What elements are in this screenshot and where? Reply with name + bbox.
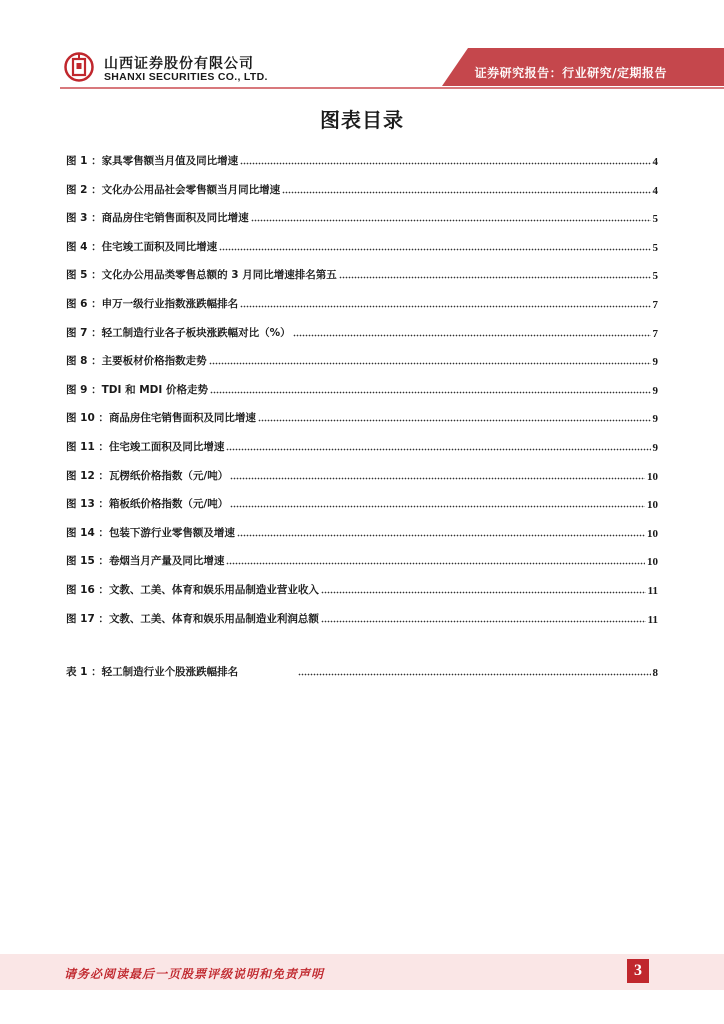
table-entry-title: 轻工制造行业个股涨跌幅排名	[101, 666, 239, 678]
dot-leader	[240, 162, 650, 165]
figure-entry[interactable]	[66, 350, 658, 368]
figure-entry-number: 图 8 ：	[66, 355, 102, 368]
figure-entry-number: 图 12 ：	[66, 469, 109, 482]
dot-leader	[226, 448, 650, 451]
dot-leader	[298, 673, 650, 676]
dot-leader	[321, 591, 646, 594]
figure-entry[interactable]	[66, 322, 658, 340]
figure-entry-title: 住宅竣工面积及同比增速	[108, 441, 225, 453]
figure-entry-number: 图 3 ：	[66, 212, 102, 225]
figure-entry-number: 图 7 ：	[66, 326, 102, 339]
figure-entry-page: 4	[652, 184, 658, 197]
figure-entry-number: 图 11 ：	[66, 441, 109, 453]
figure-entry-page: 9	[652, 384, 658, 397]
figure-entry-title: 卷烟当月产量及同比增速	[108, 555, 225, 568]
figure-entry[interactable]	[66, 236, 658, 254]
company-name-cn: 山西证券股份有限公司	[104, 56, 254, 72]
figure-entry-page: 11	[647, 585, 658, 597]
figure-entry-title: 文教、工美、体育和娱乐用品制造业营业收入	[108, 584, 319, 596]
figure-entry-number: 图 17 ：	[66, 612, 109, 625]
figure-entry-title: 文化办公用品类零售总额的 3 月同比增速排名第五	[101, 269, 337, 282]
figure-entry-title: 瓦楞纸价格指数（元/吨）	[108, 469, 229, 482]
figure-entry-page: 9	[652, 442, 658, 454]
dot-leader	[226, 562, 645, 565]
figure-entry[interactable]	[66, 379, 658, 397]
figure-entry-number: 图 15 ：	[66, 555, 109, 568]
figure-entry-number: 图 10 ：	[66, 412, 109, 425]
figure-entry-number: 图 5 ：	[66, 269, 102, 282]
figure-entry-number: 图 2 ：	[66, 183, 102, 196]
dot-leader	[258, 419, 651, 422]
figure-entry-page: 9	[652, 413, 658, 426]
figure-entry-title: 包装下游行业零售额及增速	[108, 526, 235, 539]
figure-entry-page: 4	[652, 156, 658, 168]
figure-entry-title: 申万一级行业指数涨跌幅排名	[101, 298, 239, 310]
table-entry[interactable]	[66, 661, 658, 679]
dot-leader	[321, 620, 646, 623]
disclaimer-text: 请务必阅读最后一页股票评级说明和免责声明	[64, 967, 325, 981]
dot-leader	[219, 248, 650, 251]
header-banner	[0, 0, 724, 100]
dot-leader	[282, 191, 650, 194]
page-header	[0, 0, 724, 100]
figure-entry-number: 图 4 ：	[66, 240, 102, 253]
figure-entry-page: 7	[652, 327, 658, 340]
figure-entry[interactable]	[66, 550, 658, 568]
dot-leader	[339, 276, 651, 279]
dot-leader	[209, 362, 651, 365]
figure-entry[interactable]	[66, 465, 658, 483]
figure-entry-title: 箱板纸价格指数（元/吨）	[108, 498, 229, 511]
dot-leader	[251, 219, 651, 222]
figure-entry-number: 图 16 ：	[66, 584, 109, 596]
dot-leader	[240, 305, 650, 308]
page-footer	[0, 954, 724, 990]
figure-entry-number: 图 14 ：	[66, 526, 109, 539]
figure-entry-number: 图 1 ：	[66, 155, 102, 167]
figure-entry[interactable]	[66, 436, 658, 454]
report-type-label: 证券研究报告：行业研究/定期报告	[474, 66, 667, 80]
page-title: 图表目录	[320, 108, 404, 132]
figure-entry-title: 轻工制造行业各子板块涨跌幅对比（%）	[101, 326, 291, 339]
dot-leader	[293, 334, 651, 337]
table-entry-page: 8	[652, 667, 658, 679]
figure-entry[interactable]	[66, 179, 658, 197]
figure-entry-title: 文化办公用品社会零售额当月同比增速	[101, 183, 281, 196]
figure-entry-page: 5	[652, 213, 658, 226]
figure-entry[interactable]	[66, 608, 658, 626]
table-entry-number: 表 1 ：	[66, 666, 102, 678]
figure-entry-title: 主要板材价格指数走势	[101, 355, 207, 368]
figure-entry-title: 商品房住宅销售面积及同比增速	[108, 412, 256, 425]
shanxi-securities-logo-icon	[64, 52, 94, 82]
figure-entry[interactable]	[66, 293, 658, 311]
figure-entry[interactable]	[66, 407, 658, 425]
dot-leader	[230, 505, 645, 508]
figure-entry-title: 家具零售额当月值及同比增速	[101, 155, 239, 167]
figure-entry-page: 10	[647, 499, 658, 512]
figure-entry-title: 商品房住宅销售面积及同比增速	[101, 212, 249, 225]
figure-entry[interactable]	[66, 522, 658, 540]
figure-entry-title: 文教、工美、体育和娱乐用品制造业利润总额	[108, 612, 319, 625]
figure-entry-page: 10	[647, 527, 658, 540]
figure-entry[interactable]	[66, 150, 658, 168]
figure-entry-page: 9	[652, 356, 658, 369]
figure-entry-page: 5	[652, 270, 658, 283]
figure-entry-number: 图 6 ：	[66, 298, 102, 310]
figure-entry-page: 7	[652, 299, 658, 311]
figure-entry-page: 10	[647, 556, 658, 569]
figure-entry-title: 住宅竣工面积及同比增速	[101, 240, 218, 253]
figure-entry-number: 图 13 ：	[66, 498, 109, 511]
dot-leader	[237, 534, 645, 537]
figure-entry[interactable]	[66, 579, 658, 597]
company-name-en: SHANXI SECURITIES CO., LTD.	[104, 71, 268, 83]
figure-entry-page: 11	[647, 613, 658, 626]
figure-entry-page: 10	[647, 470, 658, 483]
figure-entry-title: TDI 和 MDI 价格走势	[101, 383, 208, 396]
dot-leader	[230, 477, 645, 480]
figure-entry[interactable]	[66, 207, 658, 225]
figure-entry[interactable]	[66, 264, 658, 282]
dot-leader	[210, 391, 651, 394]
figure-entry[interactable]	[66, 493, 658, 511]
figure-entry-number: 图 9 ：	[66, 383, 102, 396]
figure-entry-page: 5	[652, 241, 658, 254]
page-number: 3	[627, 959, 649, 983]
